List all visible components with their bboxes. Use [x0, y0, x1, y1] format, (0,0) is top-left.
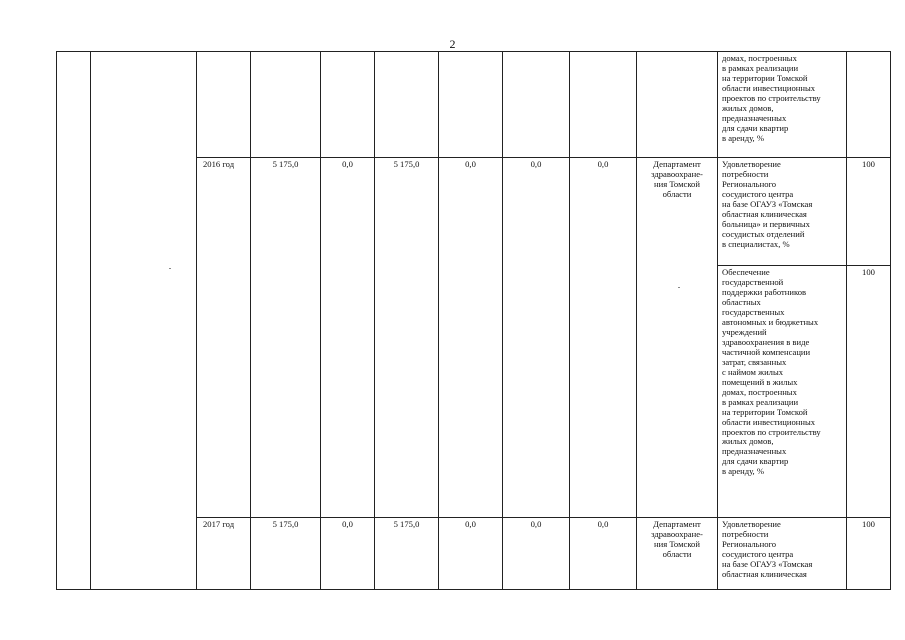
department-cell	[637, 52, 718, 158]
indicator-value-cell: 100	[847, 266, 891, 518]
offbudget-cell	[503, 52, 570, 158]
indicator-value-cell: 100	[847, 518, 891, 590]
total-cell: 5 175,0	[251, 518, 321, 590]
indicator-cell: Обеспечение государственной поддержки работников областных государственных автономных и бюджетных учреждений здравоохранения в виде частичной компенсации затрат, связанных с наймом жилых помещений в жилых домах, построенных в рамках реализации на территории Томской области инвестиционных проектов по строительству жилых домов, предназначенных для сдачи квартир в аренду, %	[718, 266, 847, 518]
year-cell: 2017 год	[197, 518, 251, 590]
federal-cell	[321, 52, 375, 158]
indicator-value-cell: 100	[847, 158, 891, 266]
scan-speck	[169, 268, 171, 269]
offbudget-cell: 0,0	[503, 518, 570, 590]
indicator-cell: домах, построенных в рамках реализации на территории Томской области инвестиционных проектов по строительству жилых домов, предназначенных для сдачи квартир в аренду, %	[718, 52, 847, 158]
other-cell: 0,0	[570, 158, 637, 518]
page-number: 2	[449, 37, 456, 51]
offbudget-cell: 0,0	[503, 158, 570, 518]
federal-cell: 0,0	[321, 518, 375, 590]
total-cell	[251, 52, 321, 158]
scan-speck	[678, 287, 680, 288]
local-cell	[439, 52, 503, 158]
federal-cell: 0,0	[321, 158, 375, 518]
total-cell: 5 175,0	[251, 158, 321, 518]
indicator-cell: Удовлетворение потребности Регионального сосудистого центра на базе ОГАУЗ «Томская областная клиническая	[718, 518, 847, 590]
number-cell	[57, 52, 91, 590]
table-row	[57, 52, 891, 158]
regional-cell: 5 175,0	[375, 158, 439, 518]
other-cell	[570, 52, 637, 158]
regional-cell	[375, 52, 439, 158]
year-cell	[197, 52, 251, 158]
program-table	[56, 51, 891, 590]
regional-cell: 5 175,0	[375, 518, 439, 590]
local-cell: 0,0	[439, 158, 503, 518]
other-cell: 0,0	[570, 518, 637, 590]
task-name-cell	[91, 52, 197, 590]
indicator-cell: Удовлетворение потребности Регионального сосудистого центра на базе ОГАУЗ «Томская областная клиническая больница» и первичных сосудистых отделений в специалистах, %	[718, 158, 847, 266]
department-cell: Департамент здравоохране- ния Томской области	[637, 158, 718, 518]
year-cell: 2016 год	[197, 158, 251, 518]
department-cell: Департамент здравоохране- ния Томской области	[637, 518, 718, 590]
indicator-value-cell	[847, 52, 891, 158]
local-cell: 0,0	[439, 518, 503, 590]
